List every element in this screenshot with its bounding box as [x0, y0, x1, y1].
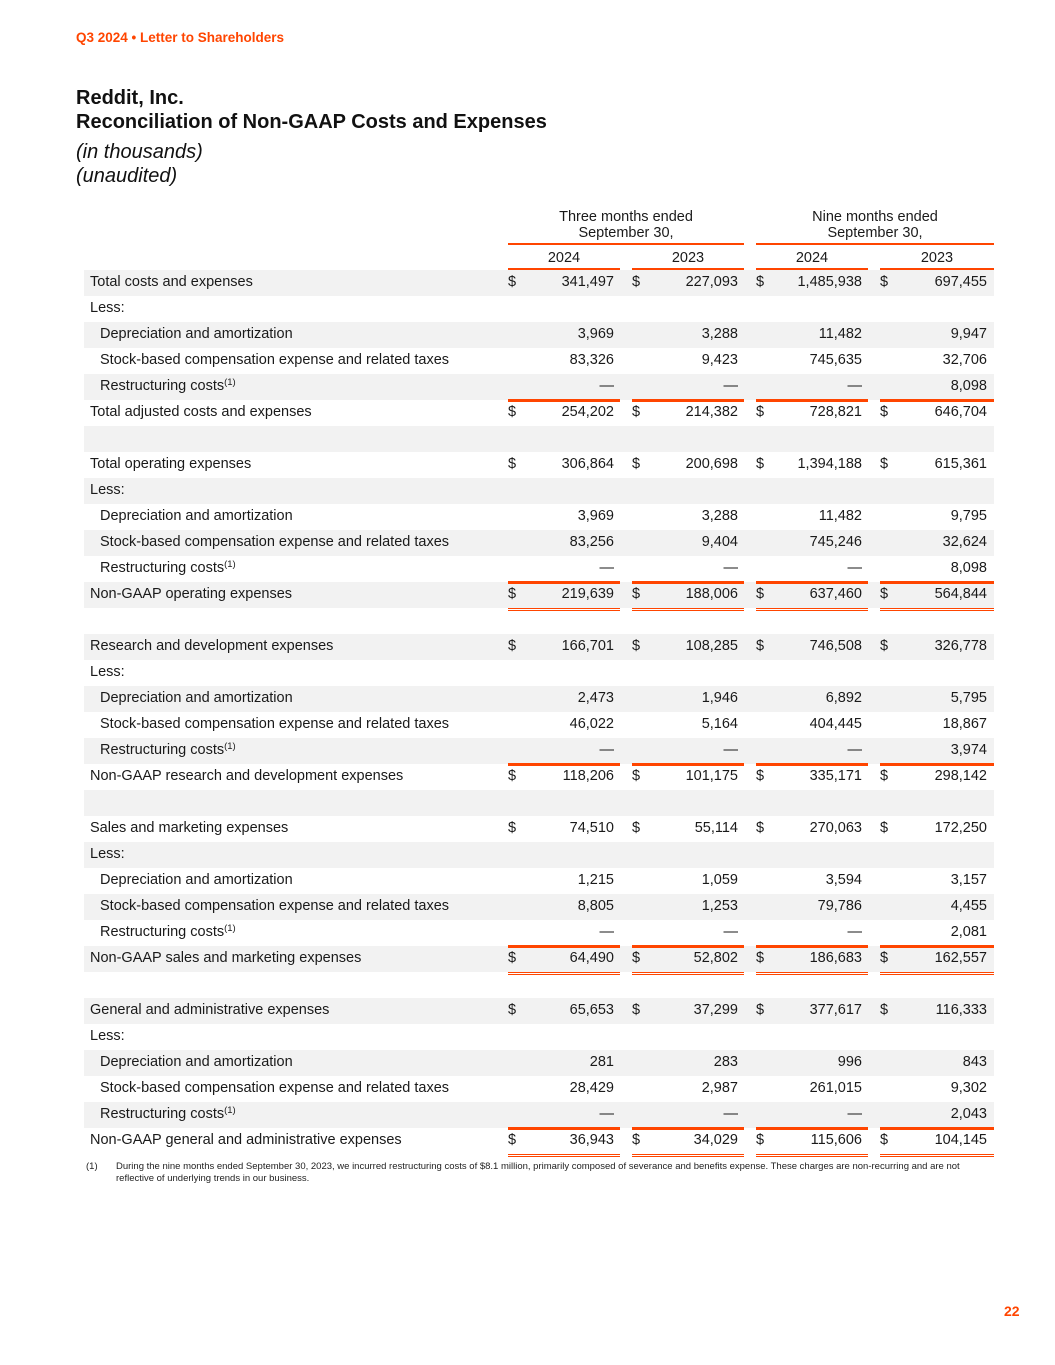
total-double-rule: [508, 1154, 620, 1158]
dollar-sign: $: [756, 1132, 765, 1148]
row-label-text: Restructuring costs: [100, 742, 225, 758]
table-row: [84, 556, 994, 582]
row-label-text: Depreciation and amortization: [100, 872, 293, 888]
cell-value: 3,157: [950, 872, 987, 888]
row-label-text: Total costs and expenses: [90, 274, 253, 290]
row-label: [100, 716, 449, 732]
cell-value: —: [847, 1106, 862, 1122]
dollar-sign: $: [756, 638, 765, 654]
dollar-sign: $: [880, 768, 889, 784]
cell-value: —: [599, 924, 614, 940]
dollar-sign: $: [756, 456, 765, 472]
cell-value: 341,497: [561, 274, 614, 290]
cell-value: 55,114: [694, 820, 738, 836]
dollar-sign: $: [632, 638, 641, 654]
report-name: Reconciliation of Non-GAAP Costs and Expenses: [76, 111, 547, 133]
total-double-rule: [756, 1154, 868, 1158]
cell-value: 65,653: [569, 1002, 614, 1018]
cell-value: 74,510: [569, 820, 614, 836]
table-row: [84, 608, 994, 634]
cell-value: 996: [837, 1054, 862, 1070]
row-label: [90, 456, 251, 472]
table-row: [84, 1128, 994, 1154]
row-label: [100, 898, 449, 914]
cell-value: 219,639: [561, 586, 614, 602]
total-top-rule: [880, 582, 994, 584]
dollar-sign: $: [508, 768, 517, 784]
row-label: [100, 1054, 293, 1070]
cell-value: 162,557: [934, 950, 987, 966]
report-title: [76, 86, 547, 134]
row-label: [100, 560, 236, 576]
table-row: [84, 400, 994, 426]
cell-value: 214,382: [685, 404, 738, 420]
row-label-text: Non-GAAP operating expenses: [90, 586, 293, 602]
cell-value: 2,081: [950, 924, 987, 940]
total-top-rule: [756, 946, 868, 948]
row-label: [100, 326, 293, 342]
cell-value: 8,805: [577, 898, 614, 914]
cell-value: 745,246: [809, 534, 862, 550]
dollar-sign: $: [756, 404, 765, 420]
dollar-sign: $: [756, 768, 765, 784]
cell-value: —: [723, 1106, 738, 1122]
dollar-sign: $: [880, 950, 889, 966]
dollar-sign: $: [632, 404, 641, 420]
footnote-text: During the nine months ended September 30, 2023, we incurred restructuring costs of $8.1 million, primarily composed of severance and benefits expense. These charges are non-recurring and are not reflective of underlying trends in our business.: [116, 1161, 960, 1184]
cell-value: 4,455: [950, 898, 987, 914]
reconciliation-table: [84, 206, 994, 1154]
cell-value: 281: [589, 1054, 614, 1070]
dollar-sign: $: [632, 456, 641, 472]
total-double-rule: [632, 1154, 744, 1158]
dollar-sign: $: [508, 820, 517, 836]
row-label-text: Restructuring costs: [100, 378, 225, 394]
cell-value: 108,285: [685, 638, 738, 654]
dollar-sign: $: [880, 1002, 889, 1018]
cell-value: 3,288: [701, 508, 738, 524]
table-row: [84, 920, 994, 946]
row-label-text: Stock-based compensation expense and related taxes: [100, 534, 450, 550]
cell-value: 697,455: [934, 274, 987, 290]
cell-value: 8,098: [950, 378, 987, 394]
total-top-rule: [508, 1128, 620, 1130]
cell-value: 172,250: [934, 820, 987, 836]
row-label: [90, 1028, 125, 1044]
row-label: [100, 1080, 449, 1096]
row-label: [100, 690, 293, 706]
cell-value: —: [847, 742, 862, 758]
report-subtitle: [76, 140, 203, 188]
row-label: [90, 950, 361, 966]
cell-value: 32,624: [942, 534, 987, 550]
cell-value: 1,253: [701, 898, 738, 914]
cell-value: 615,361: [934, 456, 987, 472]
cell-value: 5,164: [701, 716, 738, 732]
cell-value: —: [723, 924, 738, 940]
row-label-text: Depreciation and amortization: [100, 1054, 293, 1070]
dollar-sign: $: [508, 950, 517, 966]
row-label: [100, 534, 449, 550]
cell-value: 9,404: [701, 534, 738, 550]
row-label-text: Stock-based compensation expense and related taxes: [100, 1080, 450, 1096]
table-row: [84, 998, 994, 1024]
cell-value: 34,029: [693, 1132, 738, 1148]
total-top-rule: [632, 582, 744, 584]
row-label: [90, 820, 288, 836]
table-row: [84, 270, 994, 296]
cell-value: —: [847, 924, 862, 940]
document-header-tag: Q3 2024 • Letter to Shareholders: [76, 30, 285, 45]
row-label: [90, 1132, 402, 1148]
dollar-sign: $: [508, 404, 517, 420]
row-label: [100, 508, 293, 524]
table-row: [84, 868, 994, 894]
table-row: [84, 478, 994, 504]
row-label-text: Restructuring costs: [100, 1106, 225, 1122]
table-row: [84, 426, 994, 452]
row-label: [100, 378, 236, 394]
table-column-header: [84, 206, 994, 270]
dollar-sign: $: [632, 1002, 641, 1018]
dollar-sign: $: [880, 586, 889, 602]
dollar-sign: $: [880, 274, 889, 290]
cell-value: 3,594: [825, 872, 862, 888]
table-row: [84, 1076, 994, 1102]
cell-value: —: [599, 378, 614, 394]
row-label-text: Stock-based compensation expense and related taxes: [100, 352, 450, 368]
footnote-reference: (1): [224, 741, 236, 752]
row-label: [90, 1002, 329, 1018]
total-top-rule: [756, 764, 868, 766]
cell-value: 6,892: [825, 690, 862, 706]
table-row: [84, 504, 994, 530]
cell-value: 261,015: [809, 1080, 862, 1096]
cell-value: 1,485,938: [797, 274, 862, 290]
cell-value: —: [847, 560, 862, 576]
cell-value: 1,059: [701, 872, 738, 888]
row-label: [90, 846, 125, 862]
cell-value: 306,864: [561, 456, 614, 472]
cell-value: 646,704: [934, 404, 987, 420]
total-top-rule: [632, 1128, 744, 1130]
table-row: [84, 582, 994, 608]
cell-value: 8,098: [950, 560, 987, 576]
cell-value: —: [723, 742, 738, 758]
cell-value: 3,969: [577, 326, 614, 342]
total-top-rule: [880, 400, 994, 402]
company-name: Reddit, Inc.: [76, 87, 184, 109]
table-row: [84, 530, 994, 556]
dollar-sign: $: [880, 820, 889, 836]
row-label: [90, 300, 125, 316]
row-label-text: Stock-based compensation expense and related taxes: [100, 716, 450, 732]
cell-value: 52,802: [693, 950, 738, 966]
row-label-text: General and administrative expenses: [90, 1002, 330, 1018]
table-row: [84, 738, 994, 764]
table-row: [84, 296, 994, 322]
year-header: 2023: [671, 250, 705, 266]
table-row: [84, 686, 994, 712]
cell-value: 9,947: [950, 326, 987, 342]
row-label-text: Less:: [90, 1028, 125, 1044]
footnote-marker: (1): [86, 1161, 98, 1172]
cell-value: 270,063: [809, 820, 862, 836]
dollar-sign: $: [756, 586, 765, 602]
row-label-text: Depreciation and amortization: [100, 690, 293, 706]
table-row: [84, 1050, 994, 1076]
row-label: [90, 586, 292, 602]
table-body: [84, 270, 994, 1154]
dollar-sign: $: [880, 1132, 889, 1148]
row-label-text: Restructuring costs: [100, 924, 225, 940]
cell-value: 1,394,188: [797, 456, 862, 472]
row-label: [90, 404, 312, 420]
cell-value: —: [723, 560, 738, 576]
row-label: [100, 924, 236, 940]
year-header: 2023: [920, 250, 954, 266]
nine-months-header-line1: Nine months ended: [812, 209, 938, 225]
cell-value: 32,706: [942, 352, 987, 368]
table-row: [84, 660, 994, 686]
footnote-reference: (1): [224, 1105, 236, 1116]
cell-value: 3,974: [950, 742, 987, 758]
total-top-rule: [508, 582, 620, 584]
row-label: [90, 482, 125, 498]
row-label-text: Less:: [90, 846, 125, 862]
three-months-header: [508, 209, 744, 241]
row-label-text: Non-GAAP sales and marketing expenses: [90, 950, 362, 966]
table-row: [84, 1102, 994, 1128]
row-label: [90, 664, 125, 680]
row-label-text: Research and development expenses: [90, 638, 334, 654]
dollar-sign: $: [508, 274, 517, 290]
cell-value: 46,022: [569, 716, 614, 732]
cell-value: —: [599, 1106, 614, 1122]
cell-value: 404,445: [809, 716, 862, 732]
dollar-sign: $: [632, 274, 641, 290]
row-label: [90, 274, 253, 290]
total-top-rule: [756, 400, 868, 402]
dollar-sign: $: [880, 456, 889, 472]
dollar-sign: $: [756, 274, 765, 290]
cell-value: 116,333: [935, 1002, 987, 1018]
total-top-rule: [632, 764, 744, 766]
cell-value: 2,987: [701, 1080, 738, 1096]
cell-value: 64,490: [569, 950, 614, 966]
three-months-header-line1: Three months ended: [559, 209, 693, 225]
table-row: [84, 712, 994, 738]
cell-value: 843: [962, 1054, 987, 1070]
cell-value: 254,202: [561, 404, 614, 420]
header-rule: [756, 243, 994, 245]
dollar-sign: $: [632, 768, 641, 784]
table-row: [84, 816, 994, 842]
total-double-rule: [880, 1154, 994, 1158]
nine-months-header: [756, 209, 994, 241]
cell-value: 83,256: [569, 534, 614, 550]
dollar-sign: $: [508, 1132, 517, 1148]
row-label: [100, 742, 236, 758]
cell-value: 11,482: [818, 508, 862, 524]
cell-value: 9,795: [950, 508, 987, 524]
cell-value: 18,867: [942, 716, 987, 732]
table-row: [84, 790, 994, 816]
row-label-text: Less:: [90, 300, 125, 316]
row-label: [100, 1106, 236, 1122]
row-label-text: Stock-based compensation expense and related taxes: [100, 898, 450, 914]
footnote-reference: (1): [224, 923, 236, 934]
cell-value: 2,043: [950, 1106, 987, 1122]
table-row: [84, 1024, 994, 1050]
cell-value: 5,795: [950, 690, 987, 706]
cell-value: 11,482: [818, 326, 862, 342]
cell-value: 637,460: [809, 586, 862, 602]
cell-value: 2,473: [577, 690, 614, 706]
cell-value: 746,508: [809, 638, 862, 654]
table-row: [84, 842, 994, 868]
table-row: [84, 972, 994, 998]
total-top-rule: [756, 582, 868, 584]
cell-value: 115,606: [810, 1132, 862, 1148]
row-label-text: Depreciation and amortization: [100, 508, 293, 524]
audit-note: (unaudited): [76, 165, 178, 187]
page-number: 22: [1004, 1303, 1020, 1319]
cell-value: —: [599, 560, 614, 576]
dollar-sign: $: [508, 586, 517, 602]
cell-value: 745,635: [809, 352, 862, 368]
table-row: [84, 634, 994, 660]
table-row: [84, 374, 994, 400]
dollar-sign: $: [632, 586, 641, 602]
row-label-text: Non-GAAP research and development expenses: [90, 768, 404, 784]
cell-value: 377,617: [809, 1002, 862, 1018]
cell-value: 335,171: [809, 768, 862, 784]
cell-value: 298,142: [934, 768, 987, 784]
cell-value: 101,175: [685, 768, 738, 784]
cell-value: 326,778: [934, 638, 987, 654]
cell-value: 564,844: [934, 586, 987, 602]
dollar-sign: $: [632, 820, 641, 836]
total-top-rule: [632, 946, 744, 948]
dollar-sign: $: [632, 1132, 641, 1148]
total-top-rule: [880, 764, 994, 766]
row-label: [100, 872, 293, 888]
row-label: [100, 352, 449, 368]
table-row: [84, 348, 994, 374]
total-top-rule: [508, 400, 620, 402]
three-months-header-line2: September 30,: [578, 225, 674, 241]
table-row: [84, 452, 994, 478]
cell-value: 28,429: [569, 1080, 614, 1096]
cell-value: 1,946: [701, 690, 738, 706]
cell-value: —: [847, 378, 862, 394]
cell-value: 9,423: [701, 352, 738, 368]
cell-value: 83,326: [569, 352, 614, 368]
header-rule: [508, 243, 744, 245]
cell-value: —: [723, 378, 738, 394]
dollar-sign: $: [632, 950, 641, 966]
row-label-text: Sales and marketing expenses: [90, 820, 289, 836]
row-label-text: Less:: [90, 482, 125, 498]
year-header: 2024: [547, 250, 581, 266]
units-note: (in thousands): [76, 141, 203, 163]
cell-value: 79,786: [817, 898, 862, 914]
footnote-reference: (1): [224, 377, 236, 388]
row-label-text: Total operating expenses: [90, 456, 252, 472]
dollar-sign: $: [880, 638, 889, 654]
cell-value: —: [599, 742, 614, 758]
row-label-text: Less:: [90, 664, 125, 680]
cell-value: 728,821: [809, 404, 862, 420]
cell-value: 37,299: [693, 1002, 738, 1018]
cell-value: 283: [713, 1054, 738, 1070]
total-top-rule: [632, 400, 744, 402]
table-row: [84, 322, 994, 348]
cell-value: 186,683: [809, 950, 862, 966]
total-top-rule: [508, 946, 620, 948]
total-top-rule: [880, 946, 994, 948]
table-row: [84, 764, 994, 790]
cell-value: 36,943: [569, 1132, 614, 1148]
cell-value: 200,698: [685, 456, 738, 472]
cell-value: 3,969: [577, 508, 614, 524]
cell-value: 188,006: [685, 586, 738, 602]
nine-months-header-line2: September 30,: [827, 225, 923, 241]
dollar-sign: $: [756, 820, 765, 836]
footnote-reference: (1): [224, 559, 236, 570]
row-label: [90, 768, 403, 784]
dollar-sign: $: [508, 456, 517, 472]
cell-value: 166,701: [561, 638, 614, 654]
table-row: [84, 894, 994, 920]
dollar-sign: $: [756, 950, 765, 966]
cell-value: 1,215: [577, 872, 614, 888]
row-label: [90, 638, 333, 654]
row-label-text: Non-GAAP general and administrative expenses: [90, 1132, 402, 1148]
row-label-text: Depreciation and amortization: [100, 326, 293, 342]
total-top-rule: [508, 764, 620, 766]
cell-value: 3,288: [701, 326, 738, 342]
dollar-sign: $: [508, 1002, 517, 1018]
dollar-sign: $: [756, 1002, 765, 1018]
total-top-rule: [756, 1128, 868, 1130]
total-top-rule: [880, 1128, 994, 1130]
cell-value: 118,206: [562, 768, 614, 784]
row-label-text: Total adjusted costs and expenses: [90, 404, 312, 420]
year-header: 2024: [795, 250, 829, 266]
dollar-sign: $: [880, 404, 889, 420]
cell-value: 104,145: [934, 1132, 987, 1148]
cell-value: 227,093: [685, 274, 738, 290]
cell-value: 9,302: [950, 1080, 987, 1096]
row-label-text: Restructuring costs: [100, 560, 225, 576]
dollar-sign: $: [508, 638, 517, 654]
table-row: [84, 946, 994, 972]
